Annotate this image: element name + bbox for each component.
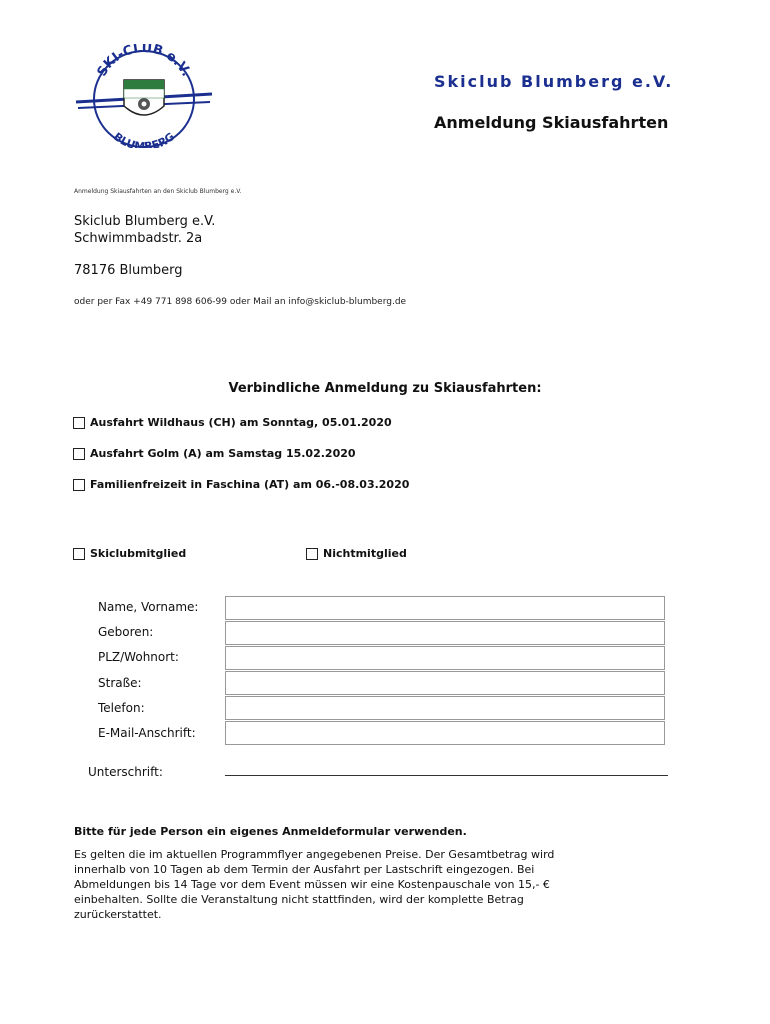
zip-city-field[interactable] [225, 646, 665, 670]
note-paragraph [74, 847, 694, 922]
note-line: zurückerstattet. [74, 908, 162, 921]
phone-label: Telefon: [98, 701, 145, 715]
street-field[interactable] [225, 671, 665, 695]
trip-label: Ausfahrt Wildhaus (CH) am Sonntag, 05.01.2020 [90, 416, 392, 429]
trip-option-wildhaus[interactable] [73, 416, 392, 429]
logo-top-text: SKI-CLUB e.V. [94, 44, 194, 80]
note-line: Es gelten die im aktuellen Programmflyer angegebenen Preise. Der Gesamtbetrag wird [74, 848, 555, 861]
return-address-line: Anmeldung Skiausfahrten an den Skiclub Blumberg e.V. [74, 188, 242, 195]
zip-city-label: PLZ/Wohnort: [98, 650, 179, 664]
non-member-option[interactable] [306, 547, 407, 560]
checkbox[interactable] [306, 548, 318, 560]
signature-line[interactable] [225, 775, 668, 776]
note-heading: Bitte für jede Person ein eigenes Anmeldeformular verwenden. [74, 825, 467, 838]
trip-label: Familienfreizeit in Faschina (AT) am 06.-08.03.2020 [90, 478, 410, 491]
non-member-label: Nichtmitglied [323, 547, 407, 560]
note-line: Abmeldungen bis 14 Tage vor dem Event müssen wir eine Kostenpauschale von 15,- € [74, 878, 550, 891]
club-title: Skiclub Blumberg e.V. [434, 72, 674, 91]
signature-label: Unterschrift: [88, 765, 163, 779]
name-field[interactable] [225, 596, 665, 620]
checkbox[interactable] [73, 479, 85, 491]
birthdate-field[interactable] [225, 621, 665, 645]
checkbox[interactable] [73, 548, 85, 560]
logo-bottom-text: BLUMBERG [110, 130, 178, 148]
note-line: innerhalb von 10 Tagen ab dem Termin der Ausfahrt per Lastschrift eingezogen. Bei [74, 863, 535, 876]
svg-text:SKI-CLUB e.V. [95, 44, 194, 79]
email-label: E-Mail-Anschrift: [98, 726, 196, 740]
trip-option-golm[interactable] [73, 447, 356, 460]
street-label: Straße: [98, 676, 142, 690]
note-line: einbehalten. Sollte die Veranstaltung nicht stattfinden, wird der komplette Betrag [74, 893, 524, 906]
phone-field[interactable] [225, 696, 665, 720]
address-city: 78176 Blumberg [74, 263, 183, 278]
checkbox[interactable] [73, 417, 85, 429]
email-field[interactable] [225, 721, 665, 745]
trip-option-faschina[interactable] [73, 478, 409, 491]
form-title: Anmeldung Skiausfahrten [434, 113, 669, 132]
trip-label: Ausfahrt Golm (A) am Samstag 15.02.2020 [90, 447, 356, 460]
section-heading: Verbindliche Anmeldung zu Skiausfahrten: [228, 381, 542, 396]
ski-club-crest-logo [74, 44, 214, 148]
member-label: Skiclubmitglied [90, 547, 187, 560]
checkbox[interactable] [73, 448, 85, 460]
address-name: Skiclub Blumberg e.V. [74, 214, 216, 229]
name-label: Name, Vorname: [98, 600, 199, 614]
address-street: Schwimmbadstr. 2a [74, 231, 203, 246]
birthdate-label: Geboren: [98, 625, 154, 639]
member-option[interactable] [73, 547, 186, 560]
contact-line: oder per Fax +49 771 898 606-99 oder Mail an info@skiclub-blumberg.de [74, 297, 407, 307]
svg-text:BLUMBERG [111, 130, 177, 148]
